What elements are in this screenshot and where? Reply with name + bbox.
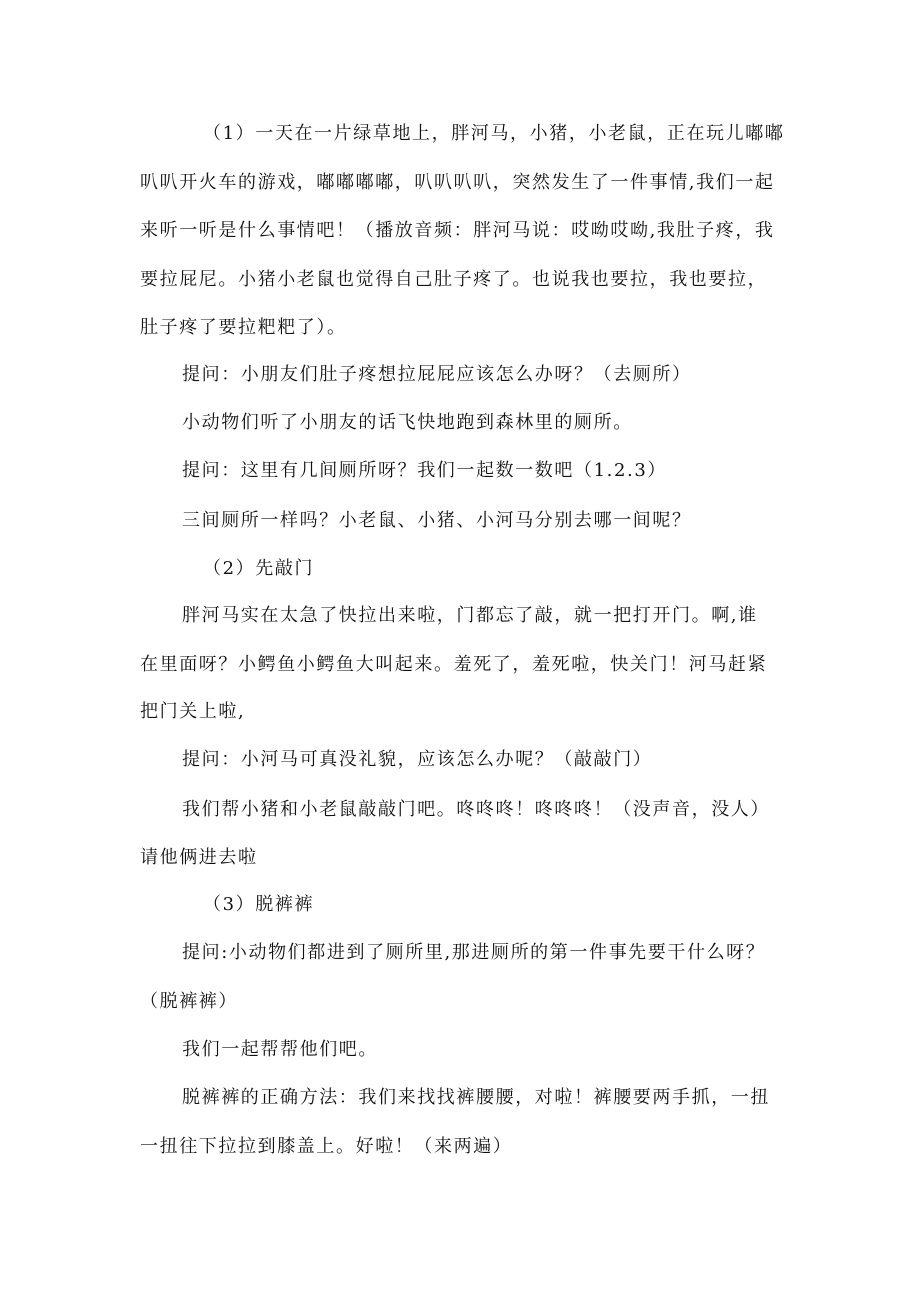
section-heading: （2）先敲门 — [203, 558, 315, 579]
paragraph-line: 一扭往下拉拉到膝盖上。好啦！（来两遍） — [140, 1136, 513, 1157]
paragraph-line: 三间厕所一样吗？小老鼠、小猪、小河马分别去哪一间呢？ — [182, 510, 692, 531]
question-line: 提问：小河马可真没礼貌，应该怎么办呢？（敲敲门） — [182, 749, 653, 770]
paragraph-line: 脱裤裤的正确方法：我们来找找裤腰腰，对啦！裤腰要两手抓，一扭 — [182, 1087, 770, 1108]
paragraph-line: 把门关上啦, — [140, 701, 246, 722]
section-heading: （3）脱裤裤 — [203, 894, 315, 915]
question-line: 提问：这里有几间厕所呀？我们一起数一数吧（1.2.3） — [182, 460, 667, 481]
question-line: 提问:小动物们都进到了厕所里,那进厕所的第一件事先要干什么呀？ — [182, 942, 766, 963]
paragraph-line: 叭叭开火车的游戏，嘟嘟嘟嘟，叭叭叭叭，突然发生了一件事情,我们一起 — [140, 172, 775, 193]
paragraph-line: 要拉屁尼。小猪小老鼠也觉得自己肚子疼了。也说我也要拉，我也要拉， — [140, 269, 768, 290]
paragraph-line: 我们一起帮帮他们吧。 — [182, 1039, 378, 1060]
paragraph-line: （1）一天在一片绿草地上，胖河马，小猪，小老鼠，正在玩儿嘟嘟 — [203, 123, 785, 144]
paragraph-line: 在里面呀？小鳄鱼小鳄鱼大叫起来。羞死了，羞死啦，快关门！河马赶紧 — [140, 654, 768, 675]
paragraph-line: 来听一听是什么事情吧！（播放音频：胖河马说：哎呦哎呦,我肚子疼，我 — [140, 220, 775, 241]
paragraph-line: 小动物们听了小朋友的话飞快地跑到森林里的厕所。 — [182, 412, 633, 433]
paragraph-line: （脱裤裤） — [140, 991, 238, 1012]
question-line: 提问：小朋友们肚子疼想拉屁屁应该怎么办呀？（去厕所） — [182, 364, 692, 385]
paragraph-line: 肚子疼了要拉粑粑了）。 — [140, 317, 347, 338]
paragraph-line: 胖河马实在太急了快拉出来啦，门都忘了敲，就一把打开门。啊,谁 — [182, 605, 758, 626]
paragraph-line: 请他俩进去啦 — [140, 847, 258, 868]
paragraph-line: 我们帮小猪和小老鼠敲敲门吧。咚咚咚！咚咚咚！（没声音，没人） — [182, 799, 770, 820]
